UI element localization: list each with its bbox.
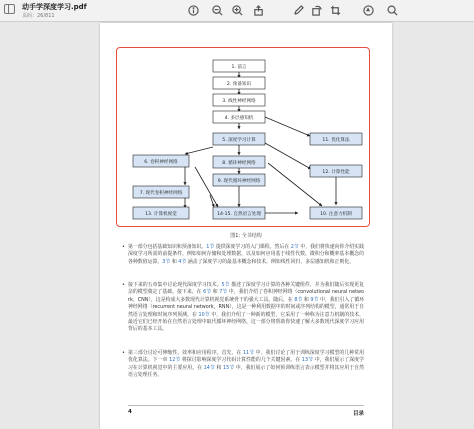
section-link[interactable]: 12节 <box>169 357 181 364</box>
window-toolbar <box>0 0 474 22</box>
section-name: 目录 <box>352 411 364 417</box>
paragraph-run: 和 <box>302 296 311 303</box>
paragraph-run: 和 <box>170 258 179 265</box>
rotate-icon[interactable] <box>310 4 323 17</box>
bullet-icon: • <box>122 244 125 250</box>
footer-rule <box>128 405 364 406</box>
section-link[interactable]: 3节 <box>162 258 171 265</box>
svg-text:2. 预备知识: 2. 预备知识 <box>226 81 252 87</box>
figure-caption: 图1: 全书结构 <box>230 233 262 239</box>
section-link[interactable]: 7节 <box>219 289 228 296</box>
section-link[interactable]: 2节 <box>290 244 299 250</box>
info-icon[interactable] <box>187 4 200 17</box>
paragraph-text <box>128 350 364 380</box>
paragraph-run: 中，我们将快速向你介绍实践深度学习所需的前提条件，例如如何存储和处理数据，以及如何应用基于线性代数、微积分和概率基本概念的各种数值运算。 <box>128 244 364 265</box>
paragraph-run: 第一部分包括基础知识和预备知识。 <box>128 244 207 250</box>
search-icon[interactable] <box>386 4 399 17</box>
paragraph-run: 中，我们讨论了用于训练深度学习模型的几种常用优化算法。下一章 <box>128 350 364 364</box>
section-link[interactable]: 11节 <box>242 350 255 356</box>
paragraph-run: 描述了深度学习计算的各种关键组件，并为我们随后实现更复杂的模型奠定了基础。接下来，在 <box>128 282 364 296</box>
svg-text:12. 计算性能: 12. 计算性能 <box>322 169 350 175</box>
diagram-node-modern-rnn <box>213 174 265 186</box>
section-link[interactable]: 14节 <box>203 364 215 371</box>
section-link[interactable]: 15节 <box>222 364 235 371</box>
section-link[interactable]: 4节 <box>178 258 187 265</box>
paragraph-run: 中，我们介绍了卷积神经网络（convolutional neural network，CNN），这是构成大多数现代计算机视觉系统骨干的强大工具。随后，在 <box>128 289 364 303</box>
diagram-node-preface <box>213 60 265 72</box>
paragraph-part-two <box>122 282 364 334</box>
diagram-node-optimization <box>310 133 362 145</box>
svg-text:9. 现代循环神经网络: 9. 现代循环神经网络 <box>217 178 261 184</box>
svg-text:3. 线性神经网络: 3. 线性神经网络 <box>222 98 256 104</box>
paragraph-run: 中，我们介绍了一种新的模型，它采用了一种称为注意力机制的技术，最近它们已经开始在自然语言处理中取代循环神经网络。这一部分将帮助你快速了解大多数现代深度学习应用背后的基本工具。 <box>128 311 364 333</box>
svg-text:11. 优化算法: 11. 优化算法 <box>322 137 350 143</box>
paragraph-run: 和 <box>211 289 220 296</box>
sidebar-toggle-icon[interactable] <box>4 4 15 14</box>
paragraph-text <box>128 282 364 334</box>
svg-text:4. 多层感知机: 4. 多层感知机 <box>224 115 254 121</box>
svg-text:5. 深度学习计算: 5. 深度学习计算 <box>222 137 256 143</box>
section-link[interactable]: 13节 <box>301 357 314 364</box>
paragraph-run: 第三部分讨论可伸缩性、效率和应用程序。首先，在 <box>128 350 243 356</box>
window-title: 动手学深度学习.pdf <box>22 3 87 11</box>
diagram-node-rnn <box>213 156 265 168</box>
section-link[interactable]: 10节 <box>198 311 210 318</box>
bullet-icon: • <box>122 350 125 356</box>
paragraph-run: 和 <box>214 364 223 371</box>
section-link[interactable]: 5节 <box>221 282 230 288</box>
paragraph-run: 中，我们展示了如何预训练语言表示模型并将其应用于自然语言处理任务。 <box>128 364 364 379</box>
zoom-out-icon[interactable] <box>211 4 224 17</box>
paragraph-part-three <box>122 350 364 380</box>
section-link[interactable]: 1节 <box>206 244 215 250</box>
crop-icon[interactable] <box>329 4 342 17</box>
diagram-node-linear-networks <box>213 94 265 106</box>
svg-text:7. 现代卷积神经网络: 7. 现代卷积神经网络 <box>139 190 183 196</box>
paragraph-run: 中，我们展示了深度学习在计算机视觉中的主要应用。在 <box>128 357 364 371</box>
page-number: 4 <box>128 409 132 415</box>
diagram-node-nlp <box>213 207 265 219</box>
svg-text:8. 循环神经网络: 8. 循环神经网络 <box>222 160 256 166</box>
paragraph-text <box>128 244 364 266</box>
diagram-node-modern-cnn <box>133 186 189 198</box>
paragraph-run: 中，我们引入了循环神经网络（recurrent neural network，RNN），这是一种利用数据中的时间或序列结构的模型，通常用于自然语言处理和时间序列预测。在 <box>128 296 364 318</box>
document-page <box>100 23 392 429</box>
diagram-node-dl-computation <box>213 133 265 145</box>
svg-text:6. 卷积神经网络: 6. 卷积神经网络 <box>144 159 178 165</box>
diagram-node-cnn <box>133 155 189 167</box>
diagram-node-preliminaries <box>213 77 265 89</box>
diagram-node-computer-vision <box>133 207 189 219</box>
diagram-node-computational-performance <box>310 165 362 177</box>
share-icon[interactable] <box>252 4 265 17</box>
svg-text:14-15. 自然语言处理: 14-15. 自然语言处理 <box>217 211 261 217</box>
section-link[interactable]: 8节 <box>294 296 303 303</box>
book-structure-diagram <box>100 23 392 233</box>
svg-text:13. 计算机视觉: 13. 计算机视觉 <box>145 211 177 217</box>
paragraph-run: 涵盖了深度学习的最基本概念和技术，例如线性回归、多层感知机和正则化。 <box>186 258 355 265</box>
paragraph-part-one <box>122 244 364 266</box>
svg-text:10. 注意力机制: 10. 注意力机制 <box>320 211 352 217</box>
svg-text:1. 前言: 1. 前言 <box>231 64 247 70</box>
annotate-icon[interactable] <box>362 4 375 17</box>
section-link[interactable]: 6节 <box>203 289 212 296</box>
diagram-node-attention <box>310 207 362 219</box>
zoom-in-icon[interactable] <box>231 4 244 17</box>
page-indicator: 页码：26/811 <box>22 13 55 19</box>
paragraph-run: 接下来的五章集中讨论现代深度学习技术。 <box>128 282 222 288</box>
section-link[interactable]: 9节 <box>310 296 319 303</box>
diagram-node-mlp <box>213 111 265 123</box>
paragraph-run: 将探讨影响深度学习代码计算性能的几个关键因素。在 <box>180 357 302 364</box>
markup-icon[interactable] <box>292 4 305 17</box>
bullet-icon: • <box>122 282 125 288</box>
paragraph-run: 提供深度学习的入门课程。然后在 <box>214 244 291 250</box>
